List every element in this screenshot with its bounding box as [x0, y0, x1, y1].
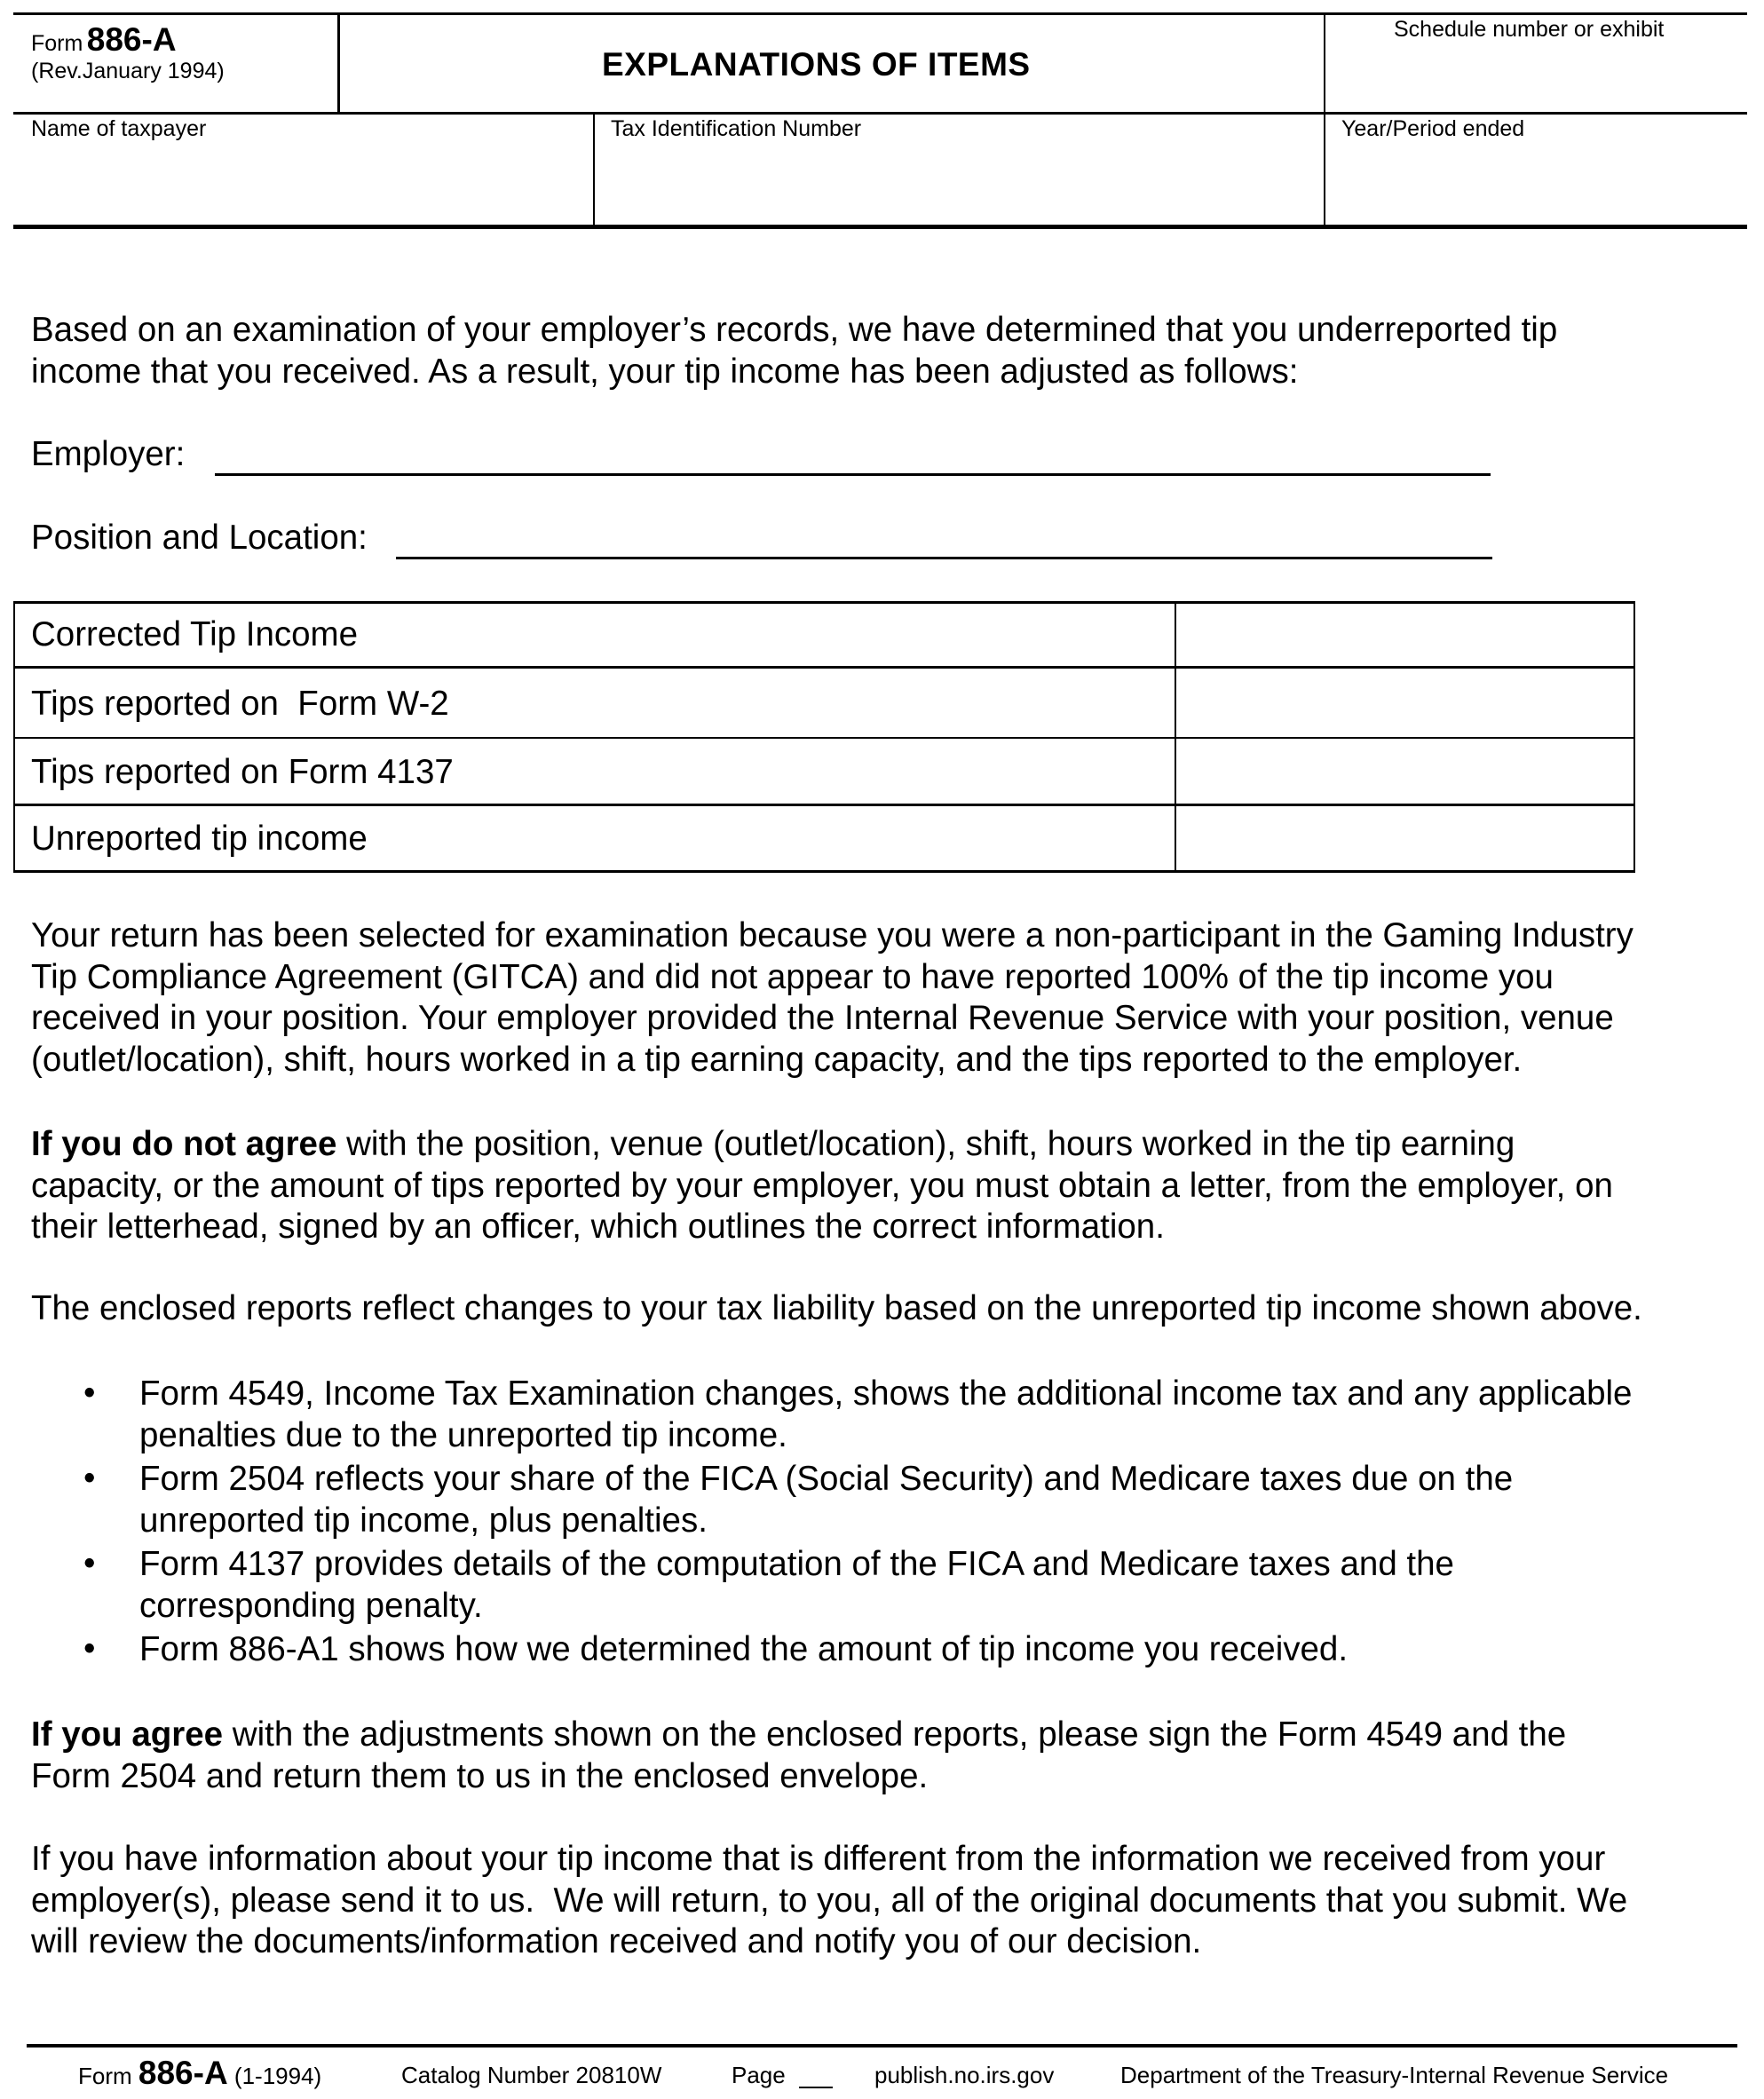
text-line: (outlet/location), shift, hours worked in a tip earning capacity, and the tips reported to the employer. [31, 1040, 1523, 1079]
text-line: Form 4549, Income Tax Examination changes, shows the additional income tax and any applicable [139, 1374, 1633, 1413]
year-period-label: Year/Period ended [1341, 116, 1525, 141]
table-row-label: Tips reported on Form 4137 [31, 753, 454, 791]
list-item [139, 1459, 1746, 1541]
footer-page-field[interactable] [797, 2060, 835, 2087]
form-number: 886-A [86, 21, 177, 58]
footer-page-underline [799, 2087, 833, 2088]
footer-page-label: Page [732, 2062, 786, 2088]
employer-label: Employer: [31, 435, 186, 473]
table-top-border [13, 601, 1635, 604]
taxpayer-name-field[interactable] [16, 147, 589, 223]
disagree-paragraph [31, 1124, 1744, 1248]
footer-revision: (1-1994) [233, 2063, 322, 2089]
information-paragraph [31, 1839, 1744, 1963]
text-line: received in your position. Your employer provided the Internal Revenue Service with your position, venue [31, 999, 1614, 1037]
schedule-field[interactable] [1327, 44, 1744, 110]
tips-w2-field[interactable] [1178, 670, 1631, 735]
text-line: employer(s), please send it to us. We will return, to you, all of the original documents that you submit. We [31, 1881, 1628, 1920]
form-revision: (Rev.January 1994) [31, 59, 225, 83]
header-top-border [13, 12, 1747, 15]
taxpayer-name-label: Name of taxpayer [31, 116, 207, 141]
form-id [31, 21, 177, 59]
table-row-border-3 [13, 804, 1635, 806]
schedule-label: Schedule number or exhibit [1394, 17, 1665, 42]
intro-line-2: income that you received. As a result, your tip income has been adjusted as follows: [31, 352, 1299, 391]
text-line: If you have information about your tip income that is different from the information we received from your [31, 1840, 1606, 1878]
text-span: with the adjustments shown on the enclosed reports, please sign the Form 4549 and the [223, 1715, 1567, 1754]
form-word: Form [31, 31, 83, 56]
text-line: corresponding penalty. [139, 1586, 483, 1625]
position-location-label: Position and Location: [31, 519, 368, 557]
position-location-underline [396, 557, 1492, 559]
employer-field[interactable] [215, 435, 1491, 472]
bullet-icon: • [83, 1459, 96, 1497]
text-line [31, 1124, 1744, 1166]
enclosed-reports-paragraph: The enclosed reports reflect changes to your tax liability based on the unreported tip income shown above. [31, 1289, 1642, 1327]
text-line: Form 2504 reflects your share of the FICA (Social Security) and Medicare taxes due on the [139, 1460, 1514, 1498]
header-divider-2 [1324, 12, 1325, 227]
selection-paragraph [31, 915, 1744, 1081]
table-row-label: Corrected Tip Income [31, 615, 359, 653]
text-line [31, 1715, 1744, 1756]
employer-underline [215, 473, 1491, 476]
text-line: Tip Compliance Agreement (GITCA) and did not appear to have reported 100% of the tip income you [31, 957, 1554, 996]
position-location-field[interactable] [396, 519, 1492, 556]
bullet-icon: • [83, 1629, 96, 1667]
tin-field[interactable] [597, 147, 1320, 223]
tin-label: Tax Identification Number [611, 116, 862, 141]
list-item [139, 1544, 1746, 1627]
table-bottom-border [13, 870, 1635, 873]
corrected-tip-income-field[interactable] [1178, 606, 1631, 664]
text-span: with the position, venue (outlet/location), shift, hours worked in the tip earning [336, 1125, 1515, 1163]
list-item [139, 1629, 1746, 1671]
table-row-border-1 [13, 666, 1635, 669]
text-line: capacity, or the amount of tips reported by your employer, you must obtain a letter, from the employer, on [31, 1166, 1613, 1205]
agree-heading: If you agree [31, 1715, 224, 1754]
text-line: Form 4137 provides details of the computation of the FICA and Medicare taxes and the [139, 1545, 1454, 1583]
footer-form-number: 886-A [138, 2055, 228, 2091]
table-column-divider [1175, 601, 1176, 873]
header-divider-3 [593, 113, 595, 226]
table-right-border [1633, 601, 1635, 873]
text-line: their letterhead, signed by an officer, which outlines the correct information. [31, 1208, 1165, 1246]
bullet-icon: • [83, 1544, 96, 1582]
footer-rule [27, 2044, 1737, 2048]
text-line: unreported tip income, plus penalties. [139, 1501, 708, 1540]
table-row-label: Tips reported on Form W-2 [31, 685, 449, 723]
text-line: Form 886-A1 shows how we determined the amount of tip income you received. [139, 1630, 1349, 1668]
table-row-label: Unreported tip income [31, 820, 368, 858]
intro-paragraph [31, 310, 1744, 392]
text-line: will review the documents/information received and notify you of our decision. [31, 1922, 1202, 1960]
page-title: EXPLANATIONS OF ITEMS [602, 46, 1031, 83]
table-row-border-2 [13, 737, 1635, 739]
footer-form-id [78, 2055, 321, 2092]
footer-form-word: Form [78, 2063, 132, 2089]
text-line: penalties due to the unreported tip income. [139, 1415, 787, 1454]
disagree-heading: If you do not agree [31, 1125, 337, 1163]
footer-website: publish.no.irs.gov [874, 2062, 1055, 2088]
agree-paragraph [31, 1715, 1744, 1797]
tips-4137-field[interactable] [1178, 741, 1631, 802]
header-divider-1 [337, 12, 340, 114]
header-mid-border [13, 112, 1747, 115]
header-bottom-border [13, 225, 1747, 229]
footer-department: Department of the Treasury-Internal Revenue Service [1120, 2062, 1669, 2088]
year-period-field[interactable] [1327, 147, 1744, 223]
text-line: Form 2504 and return them to us in the enclosed envelope. [31, 1756, 929, 1795]
intro-line-1: Based on an examination of your employer’s records, we have determined that you underreported tip [31, 311, 1558, 349]
footer-catalog-number: Catalog Number 20810W [401, 2062, 662, 2088]
table-left-border [13, 601, 15, 873]
text-line: Your return has been selected for examination because you were a non-participant in the Gaming Industry [31, 916, 1633, 954]
unreported-tip-income-field[interactable] [1178, 808, 1631, 868]
list-item [139, 1374, 1746, 1456]
bullet-icon: • [83, 1374, 96, 1412]
